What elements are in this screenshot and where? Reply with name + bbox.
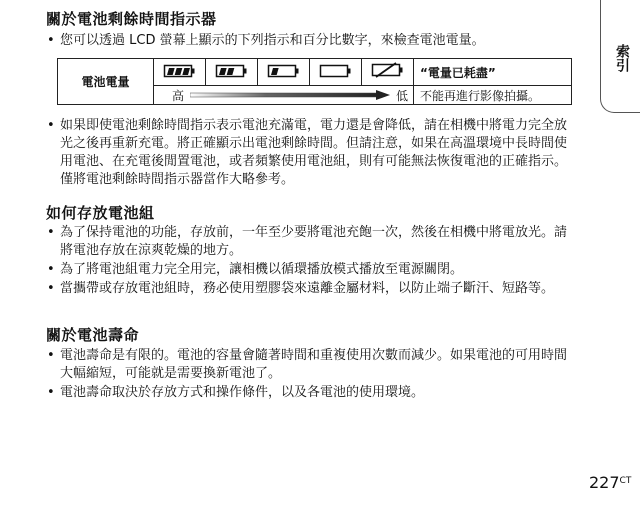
battery-level-row-label: 電池電量 xyxy=(58,59,154,105)
battery-full-cell xyxy=(154,59,206,86)
battery-exhausted-icon xyxy=(371,62,405,78)
page-number-suffix: CT xyxy=(619,476,632,486)
battery-empty-cell xyxy=(310,59,362,86)
index-tab-label[interactable]: 索引 xyxy=(614,44,630,72)
battery-exhausted-cell xyxy=(362,59,414,86)
section2-bullet-1: • 為了保持電池的功能，存放前，一年至少要將電池充飽一次，然後在相機中將電放光。請將電池存放在涼爽乾燥的地方。 xyxy=(46,224,574,260)
section1-intro: • 您可以透過 LCD 螢幕上顯示的下列指示和百分比數字，來檢查電池電量。 xyxy=(46,32,574,50)
scale-arrow-icon xyxy=(190,90,390,100)
section1-bullets xyxy=(46,117,574,190)
battery-one-third-icon xyxy=(267,64,301,78)
battery-two-thirds-cell xyxy=(206,59,258,86)
battery-scale-cell xyxy=(154,86,414,105)
battery-two-thirds-icon xyxy=(215,64,249,78)
battery-exhausted-label: “電量已耗盡” xyxy=(414,59,572,86)
section-title-battery-indicator: 關於電池剩餘時間指示器 xyxy=(46,10,217,28)
section3-bullet-2: • 電池壽命取決於存放方式和操作條件，以及各電池的使用環境。 xyxy=(46,384,574,402)
battery-one-third-cell xyxy=(258,59,310,86)
section2-bullets xyxy=(46,224,574,299)
section1-bullet-1: • 如果即使電池剩餘時間指示表示電池充滿電，電力還是會降低，請在相機中將電力完全放光之後再重新充電。將正確顯示出電池剩餘時間。但請注意，如果在高溫環境中長時間使用電池、在充電後閒置電池，或者頻繁使用電池組，則有可能無法恢復電池的正確指示。僅將電池剩餘時間指示器當作大略參考。 xyxy=(46,117,574,189)
section3-bullets xyxy=(46,347,574,403)
page-number xyxy=(589,474,631,492)
section2-bullet-2: • 為了將電池組電力完全用完，讓相機以循環播放模式播放至電源關閉。 xyxy=(46,261,574,279)
battery-full-icon xyxy=(163,64,197,78)
cannot-shoot-note: 不能再進行影像拍攝。 xyxy=(414,86,572,105)
scale-low-label: 低 xyxy=(396,89,409,103)
section1-intro-list xyxy=(46,32,574,51)
section-title-storage: 如何存放電池組 xyxy=(46,204,155,222)
section-title-battery-life: 關於電池壽命 xyxy=(46,326,140,344)
page-number-value: 227 xyxy=(589,473,620,492)
section3-bullet-1: • 電池壽命是有限的。電池的容量會隨著時間和重複使用次數而減少。如果電池的可用時間大幅縮短，可能就是需要換新電池了。 xyxy=(46,347,574,383)
battery-empty-icon xyxy=(319,64,353,78)
battery-level-table xyxy=(57,58,572,105)
section2-bullet-3: • 當攜帶或存放電池組時，務必使用塑膠袋來遠離金屬材料，以防止端子斷汗、短路等。 xyxy=(46,280,574,298)
scale-high-label: 高 xyxy=(172,89,185,103)
